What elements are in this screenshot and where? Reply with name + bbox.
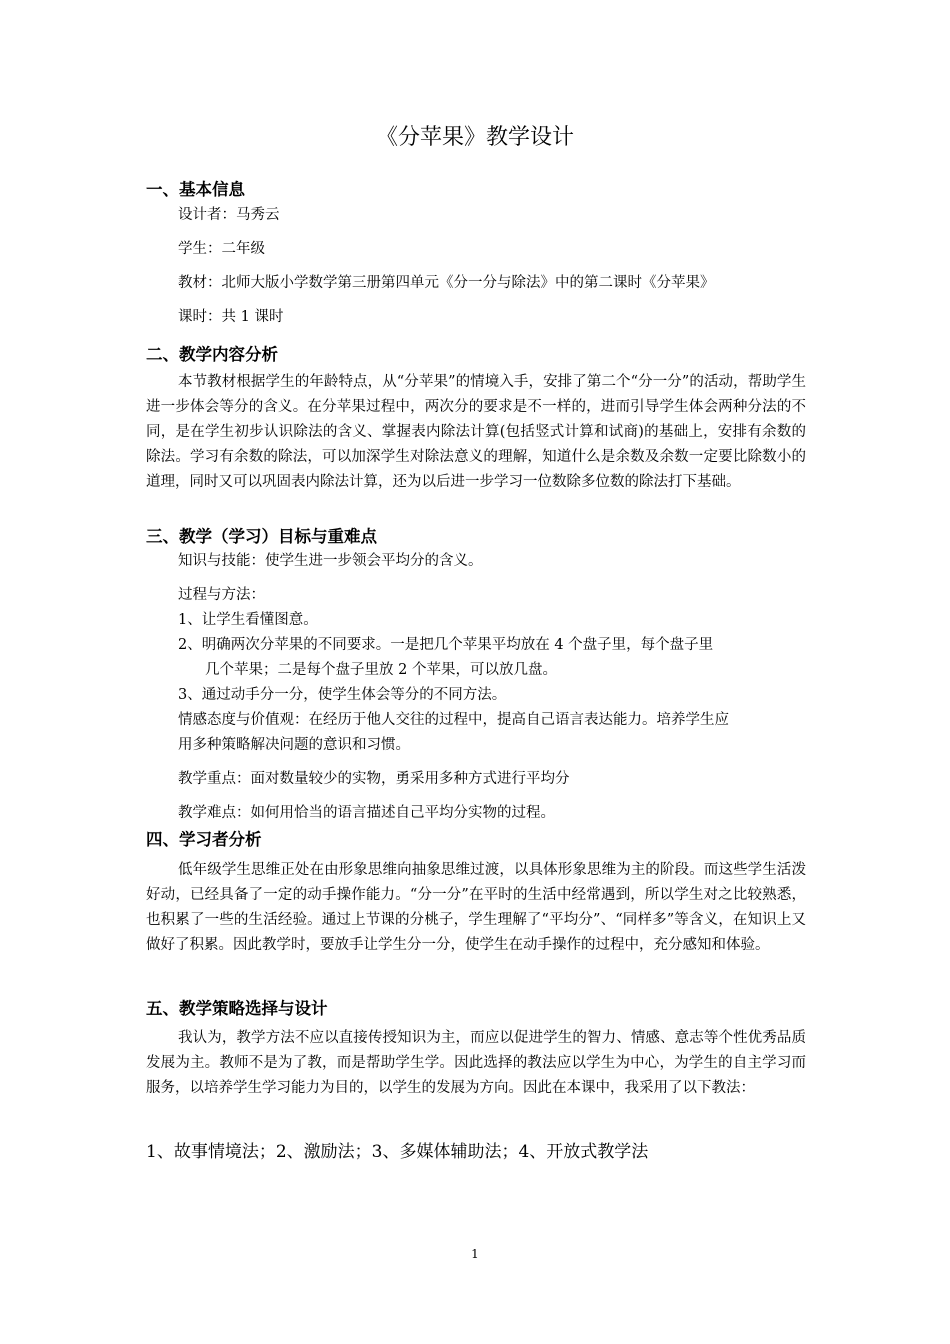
teaching-methods-list: 1、故事情境法；2、激励法；3、多媒体辅助法；4、开放式教学法 [146, 1142, 649, 1162]
designer-line: 设计者：马秀云 [178, 207, 280, 223]
section-heading-basic-info: 一、基本信息 [146, 180, 245, 199]
process-methods-line: 过程与方法： [178, 587, 265, 603]
page-number: 1 [471, 1247, 479, 1261]
section-heading-strategy: 五、教学策略选择与设计 [146, 999, 328, 1018]
students-line: 学生：二年级 [178, 241, 265, 257]
objective-item-2: 2、明确两次分苹果的不同要求。一是把几个苹果平均放在 4 个盘子里，每个盘子里 [178, 637, 714, 653]
textbook-line: 教材：北师大版小学数学第三册第四单元《分一分与除法》中的第二课时《分苹果》 [178, 275, 715, 291]
content-analysis-paragraph: 本节教材根据学生的年龄特点，从“分苹果”的情境入手，安排了第二个“分一分”的活动，帮助学生进一步体会等分的含义。在分苹果过程中，两次分的要求是不一样的，进而引导学生体会两种分法的不同，是在学生初步认识除法的含义、掌握表内除法计算(包括竖式计算和试商)的基础上，安排有余数的除法。学习有余数的除法，可以加深学生对除法意义的理解，知道什么是余数及余数一定要比除数小的道理，同时又可以巩固表内除法计算，还为以后进一步学习一位数除多位数的除法打下基础。 [146, 374, 806, 490]
section-heading-content-analysis: 二、教学内容分析 [146, 345, 278, 364]
strategy-paragraph: 我认为，教学方法不应以直接传授知识为主，而应以促进学生的智力、情感、意志等个性优秀品质发展为主。教师不是为了教，而是帮助学生学。因此选择的教法应以学生为中心，为学生的自主学习而服务，以培养学生学习能力为目的，以学生的发展为方向。因此在本课中，我采用了以下教法： [146, 1030, 806, 1096]
difficulty-line: 教学难点：如何用恰当的语言描述自己平均分实物的过程。 [178, 805, 555, 821]
emotion-values-line-continued: 用多种策略解决问题的意识和习惯。 [178, 737, 410, 753]
knowledge-skills-line: 知识与技能：使学生进一步领会平均分的含义。 [178, 553, 483, 569]
learner-analysis-paragraph: 低年级学生思维正处在由形象思维向抽象思维过渡，以具体形象思维为主的阶段。而这些学生活泼好动，已经具备了一定的动手操作能力。“分一分”在平时的生活中经常遇到，所以学生对之比较熟悉，也积累了一些的生活经验。通过上节课的分桃子，学生理解了“平均分”、“同样多”等含义，在知识上又做好了积累。因此教学时，要放手让学生分一分，使学生在动手操作的过程中，充分感知和体验。 [146, 862, 806, 953]
objective-item-1: 1、让学生看懂图意。 [178, 612, 318, 628]
period-line: 课时：共 1 课时 [178, 309, 284, 325]
section-heading-objectives: 三、教学（学习）目标与重难点 [146, 527, 377, 546]
emotion-values-line: 情感态度与价值观：在经历于他人交往的过程中，提高自己语言表达能力。培养学生应 [178, 712, 729, 728]
section-heading-learner-analysis: 四、学习者分析 [146, 830, 262, 849]
objective-item-3: 3、通过动手分一分，使学生体会等分的不同方法。 [178, 687, 507, 703]
objective-item-2-continued: 几个苹果；二是每个盘子里放 2 个苹果，可以放几盘。 [205, 662, 557, 678]
key-point-line: 教学重点：面对数量较少的实物，勇采用多种方式进行平均分 [178, 771, 570, 787]
document-title: 《分苹果》教学设计 [375, 125, 574, 150]
